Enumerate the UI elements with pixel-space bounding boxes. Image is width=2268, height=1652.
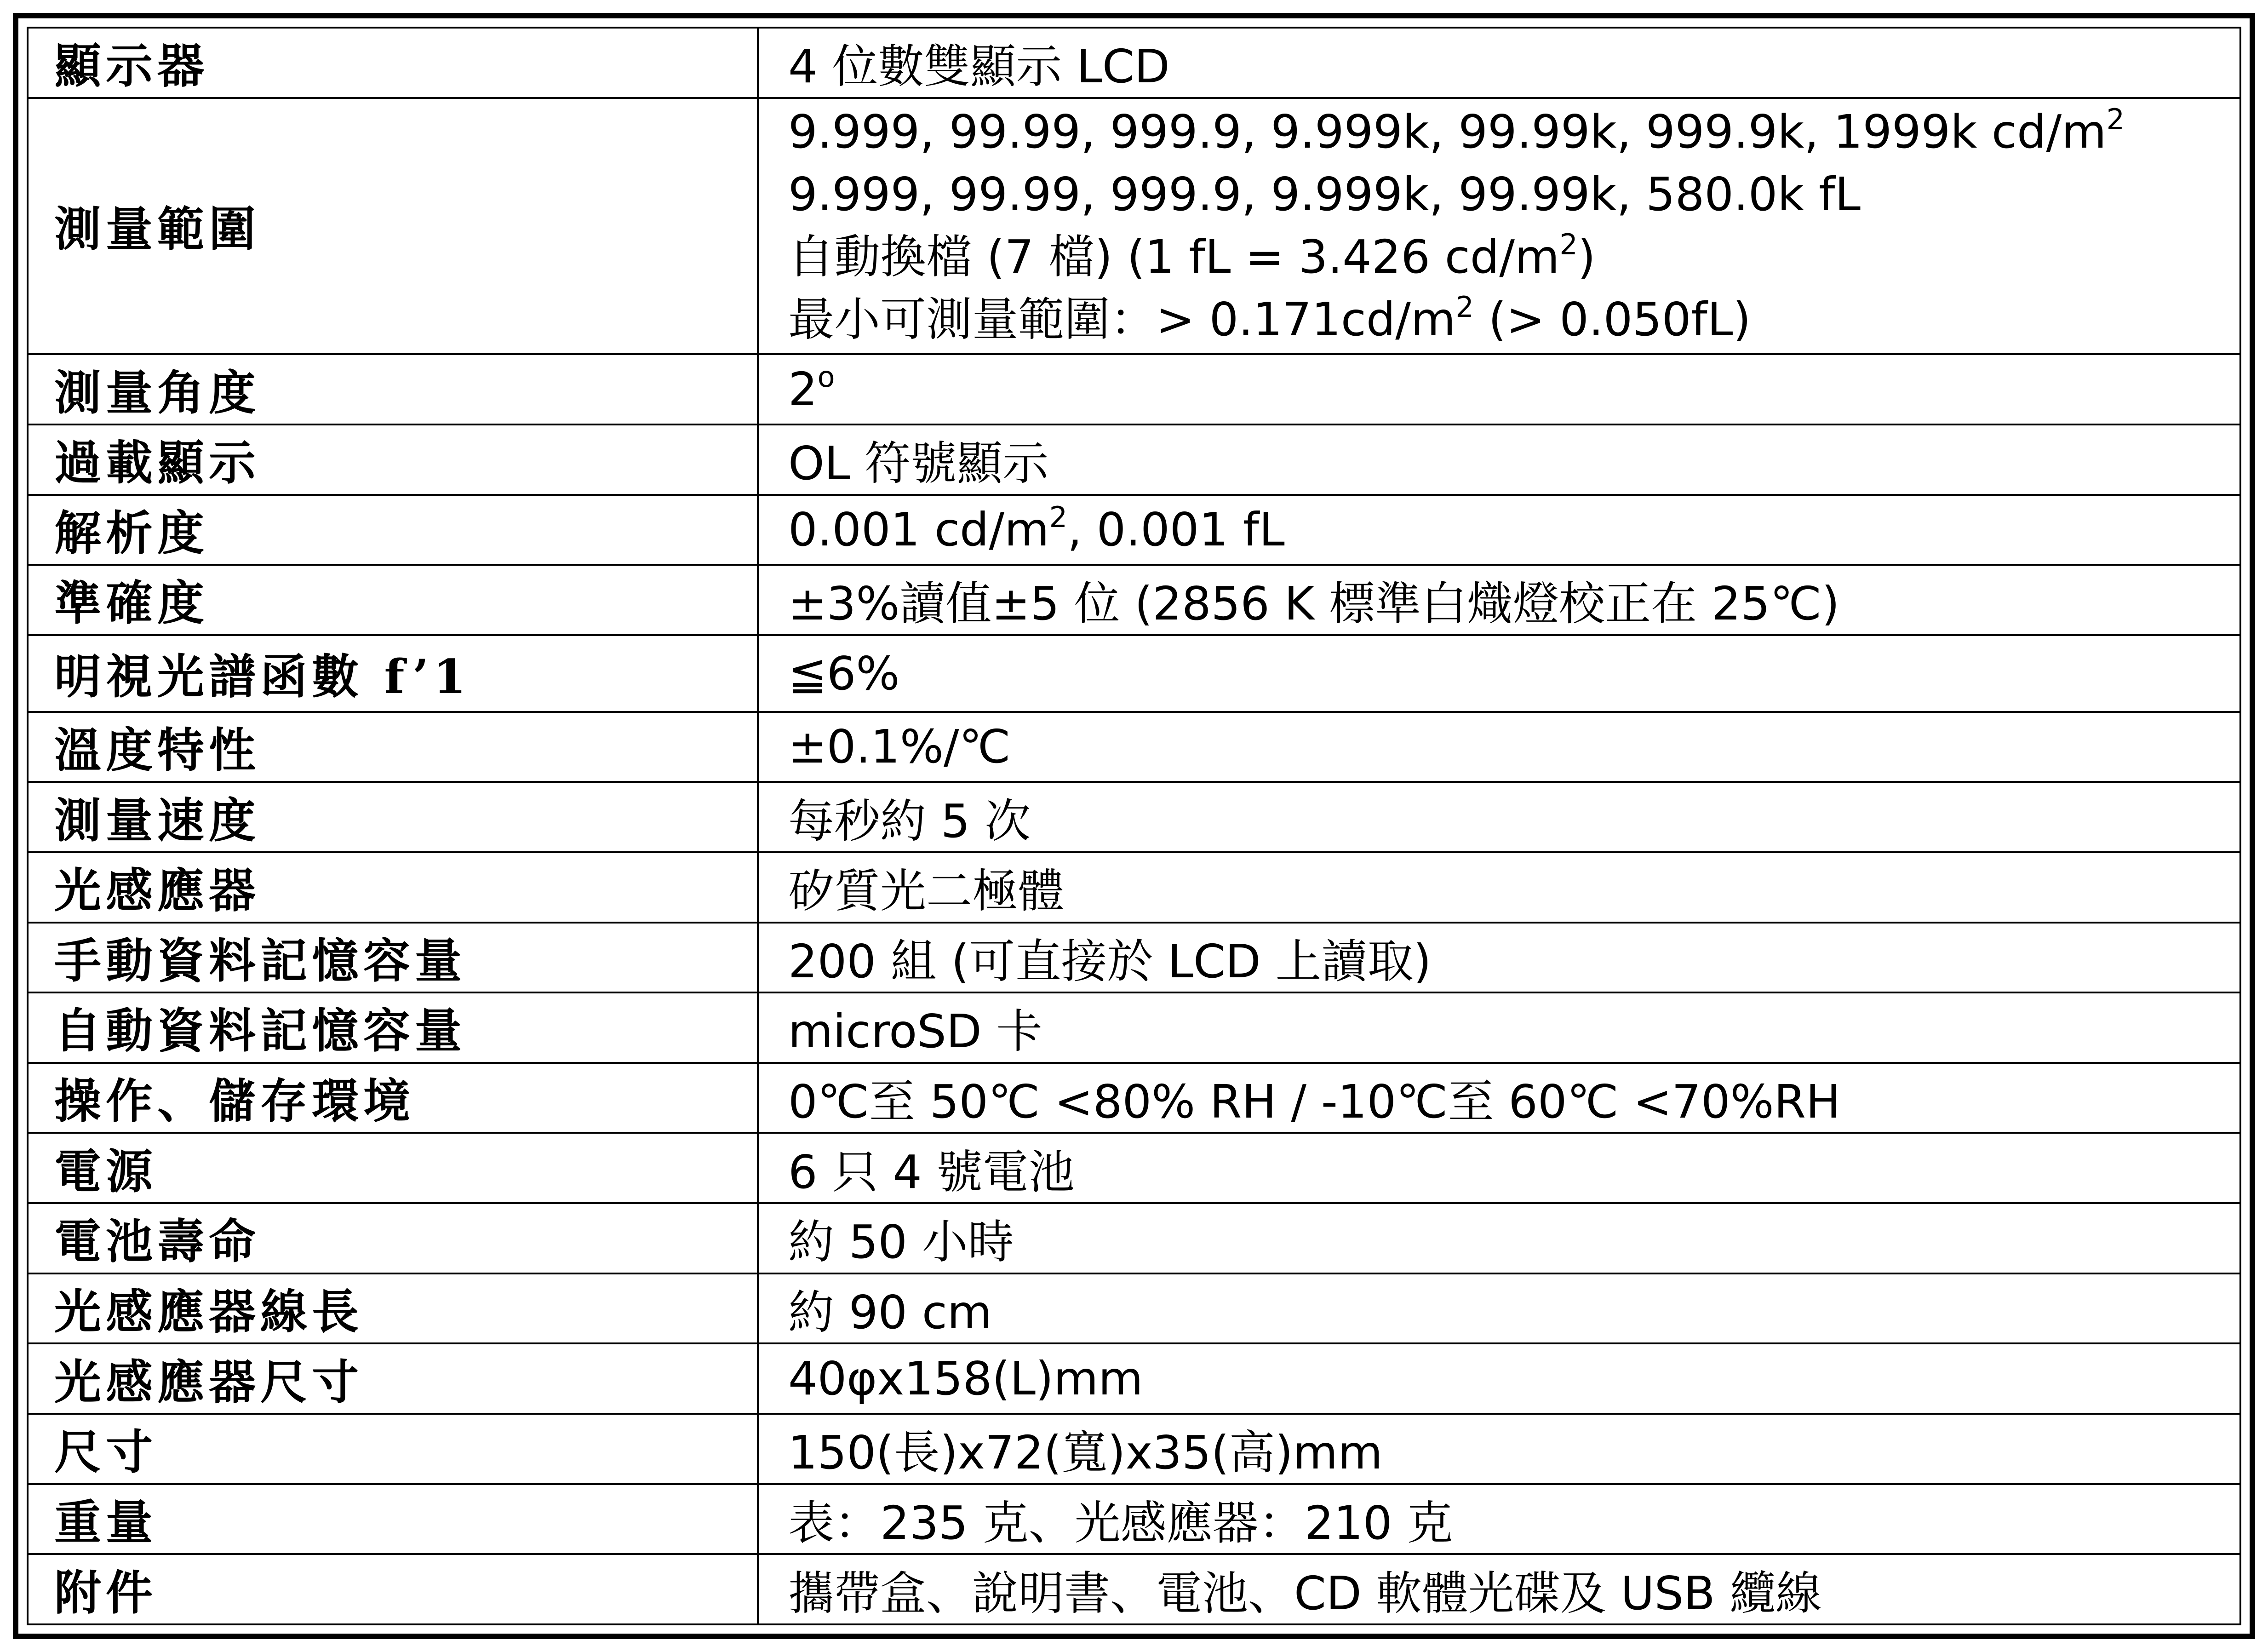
spec-label-cell xyxy=(28,28,758,98)
superscript: o xyxy=(817,360,835,394)
table-row xyxy=(28,1414,2240,1484)
spec-label: 重量 xyxy=(54,1495,157,1550)
spec-label: 測量角度 xyxy=(54,365,260,421)
spec-label: 自動資料記憶容量 xyxy=(54,1004,466,1059)
spec-label: 手動資料記憶容量 xyxy=(54,933,466,989)
spec-label: 過載顯示 xyxy=(54,436,260,491)
spec-value-line xyxy=(788,500,1285,557)
spec-value-cell xyxy=(758,1554,2240,1624)
spec-value-text: 9.999, 99.99, 999.9, 9.999k, 99.99k, 999.9k, 1999k cd/m xyxy=(788,105,2107,159)
spec-value-line xyxy=(788,1566,1821,1620)
spec-value-line xyxy=(788,101,2239,163)
spec-value-cell xyxy=(758,635,2240,712)
spec-value-cell xyxy=(758,923,2240,993)
table-row xyxy=(28,1063,2240,1133)
spec-label: 明視光譜函數 f’1 xyxy=(54,649,471,705)
spec-value-text: 150(長)x72(寬)x35(高)mm xyxy=(788,1426,1383,1480)
table-row xyxy=(28,565,2240,635)
table-row xyxy=(28,354,2240,424)
spec-value-cell xyxy=(758,712,2240,782)
superscript: 2 xyxy=(2106,103,2125,137)
table-row xyxy=(28,495,2240,565)
spec-label-cell xyxy=(28,1484,758,1554)
spec-label-cell xyxy=(28,923,758,993)
superscript: 2 xyxy=(1559,228,1578,262)
spec-label-cell xyxy=(28,1133,758,1203)
table-row xyxy=(28,1133,2240,1203)
spec-label: 附件 xyxy=(54,1565,157,1621)
spec-value-line xyxy=(788,1285,992,1339)
spec-label: 電池壽命 xyxy=(54,1214,260,1270)
spec-value-line xyxy=(788,647,899,700)
spec-table-body xyxy=(28,28,2240,1624)
spec-label-cell xyxy=(28,98,758,355)
superscript: 2 xyxy=(1455,290,1474,324)
spec-label-cell xyxy=(28,565,758,635)
spec-value-cell xyxy=(758,782,2240,852)
spec-label-cell xyxy=(28,635,758,712)
spec-label: 光感應器尺寸 xyxy=(54,1354,363,1410)
spec-value-cell xyxy=(758,1343,2240,1414)
spec-value-line xyxy=(788,1496,1453,1550)
spec-label: 尺寸 xyxy=(54,1425,157,1480)
spec-value-text: OL 符號顯示 xyxy=(788,436,1049,491)
spec-value-text: 每秒約 5 次 xyxy=(788,794,1031,848)
spec-value-text: 表：235 克、光感應器：210 克 xyxy=(788,1496,1453,1550)
spec-label: 操作、儲存環境 xyxy=(54,1074,415,1130)
spec-label: 解析度 xyxy=(54,505,209,561)
spec-value-text: 6 只 4 號電池 xyxy=(788,1145,1075,1199)
spec-label-cell xyxy=(28,495,758,565)
table-row xyxy=(28,28,2240,98)
spec-label: 測量速度 xyxy=(54,793,260,849)
spec-value-cell xyxy=(758,565,2240,635)
superscript: 2 xyxy=(1049,500,1068,534)
spec-value-text: 0.001 cd/m xyxy=(788,503,1049,557)
spec-value-text: microSD 卡 xyxy=(788,1004,1042,1059)
spec-label-cell xyxy=(28,1063,758,1133)
spec-value-text: 攜帶盒、說明書、電池、CD 軟體光碟及 USB 纜線 xyxy=(788,1566,1822,1620)
spec-value-cell xyxy=(758,1203,2240,1273)
spec-value-line xyxy=(788,1145,1075,1199)
table-row xyxy=(28,98,2240,355)
spec-value-cell xyxy=(758,852,2240,923)
table-row xyxy=(28,1203,2240,1273)
spec-value-text: 矽質光二極體 xyxy=(788,864,1064,918)
spec-frame xyxy=(13,13,2255,1639)
spec-value-line xyxy=(788,794,1031,848)
spec-value-text: 9.999, 99.99, 999.9, 9.999k, 99.99k, 580.0k fL xyxy=(788,167,1861,222)
spec-value-line xyxy=(788,226,2239,288)
spec-label-cell xyxy=(28,424,758,495)
spec-value-line xyxy=(788,1075,1840,1129)
spec-value-line xyxy=(788,1004,1042,1058)
spec-value-suffix: ) xyxy=(1577,230,1596,284)
spec-value-text: 200 組 (可直接於 LCD 上讀取) xyxy=(788,934,1432,988)
table-row xyxy=(28,992,2240,1063)
spec-label-cell xyxy=(28,992,758,1063)
spec-label: 溫度特性 xyxy=(54,723,260,778)
spec-value-cell xyxy=(758,354,2240,424)
spec-value-text: ≦6% xyxy=(788,646,900,700)
spec-value-text: ±3%讀值±5 位 (2856 K 標準白熾燈校正在 25℃) xyxy=(788,577,1840,631)
spec-value-line xyxy=(788,935,1432,988)
spec-label: 顯示器 xyxy=(54,39,209,94)
table-row xyxy=(28,712,2240,782)
spec-value-text: 2 xyxy=(788,362,818,417)
spec-value-line xyxy=(788,864,1064,918)
spec-value-text: 約 50 小時 xyxy=(788,1215,1014,1269)
spec-label-cell xyxy=(28,1343,758,1414)
spec-value-line xyxy=(788,362,835,416)
spec-value-line xyxy=(788,288,2239,351)
table-row xyxy=(28,1484,2240,1554)
spec-value-cell xyxy=(758,1063,2240,1133)
table-row xyxy=(28,635,2240,712)
spec-value-suffix: , 0.001 fL xyxy=(1067,503,1285,557)
spec-value-line xyxy=(788,40,1170,93)
spec-label: 光感應器 xyxy=(54,863,260,919)
spec-value-text: 4 位數雙顯示 LCD xyxy=(788,40,1170,94)
spec-value-cell xyxy=(758,992,2240,1063)
spec-label-cell xyxy=(28,354,758,424)
table-row xyxy=(28,1343,2240,1414)
spec-value-line xyxy=(788,163,2239,226)
spec-value-suffix: (> 0.050fL) xyxy=(1473,293,1751,347)
spec-value-text: 自動換檔 (7 檔) (1 fL = 3.426 cd/m xyxy=(788,230,1560,284)
spec-label-cell xyxy=(28,1203,758,1273)
spec-label: 光感應器線長 xyxy=(54,1284,363,1340)
table-row xyxy=(28,852,2240,923)
spec-value-cell xyxy=(758,28,2240,98)
spec-value-line xyxy=(788,1426,1383,1480)
spec-label: 電源 xyxy=(54,1144,157,1199)
table-row xyxy=(28,1554,2240,1624)
spec-label: 準確度 xyxy=(54,576,209,631)
spec-label-cell xyxy=(28,1554,758,1624)
spec-label-cell xyxy=(28,1414,758,1484)
table-row xyxy=(28,1273,2240,1344)
spec-label-cell xyxy=(28,782,758,852)
spec-value-cell xyxy=(758,1133,2240,1203)
spec-value-text: 40φx158(L)mm xyxy=(788,1352,1143,1406)
spec-value-line xyxy=(788,720,1011,774)
spec-value-line xyxy=(788,1215,1014,1269)
spec-value-text: ±0.1%/℃ xyxy=(788,720,1011,774)
spec-value-text: 最小可測量範圍：> 0.171cd/m xyxy=(788,293,1456,347)
spec-value-cell xyxy=(758,495,2240,565)
spec-value-cell xyxy=(758,424,2240,495)
table-row xyxy=(28,782,2240,852)
spec-value-cell xyxy=(758,1273,2240,1344)
spec-label: 測量範圍 xyxy=(54,202,260,258)
spec-label-cell xyxy=(28,712,758,782)
table-row xyxy=(28,424,2240,495)
spec-table xyxy=(27,27,2241,1625)
spec-value-cell xyxy=(758,1484,2240,1554)
table-row xyxy=(28,923,2240,993)
spec-label-cell xyxy=(28,1273,758,1344)
spec-value-line xyxy=(788,1352,1143,1405)
spec-label-cell xyxy=(28,852,758,923)
spec-value-cell xyxy=(758,1414,2240,1484)
spec-value-line xyxy=(788,577,1839,631)
spec-value-text: 約 90 cm xyxy=(788,1285,992,1339)
spec-value-line xyxy=(788,436,1048,490)
spec-value-text: 0℃至 50℃ <80% RH / -10℃至 60℃ <70%RH xyxy=(788,1075,1841,1129)
spec-value-cell xyxy=(758,98,2240,355)
